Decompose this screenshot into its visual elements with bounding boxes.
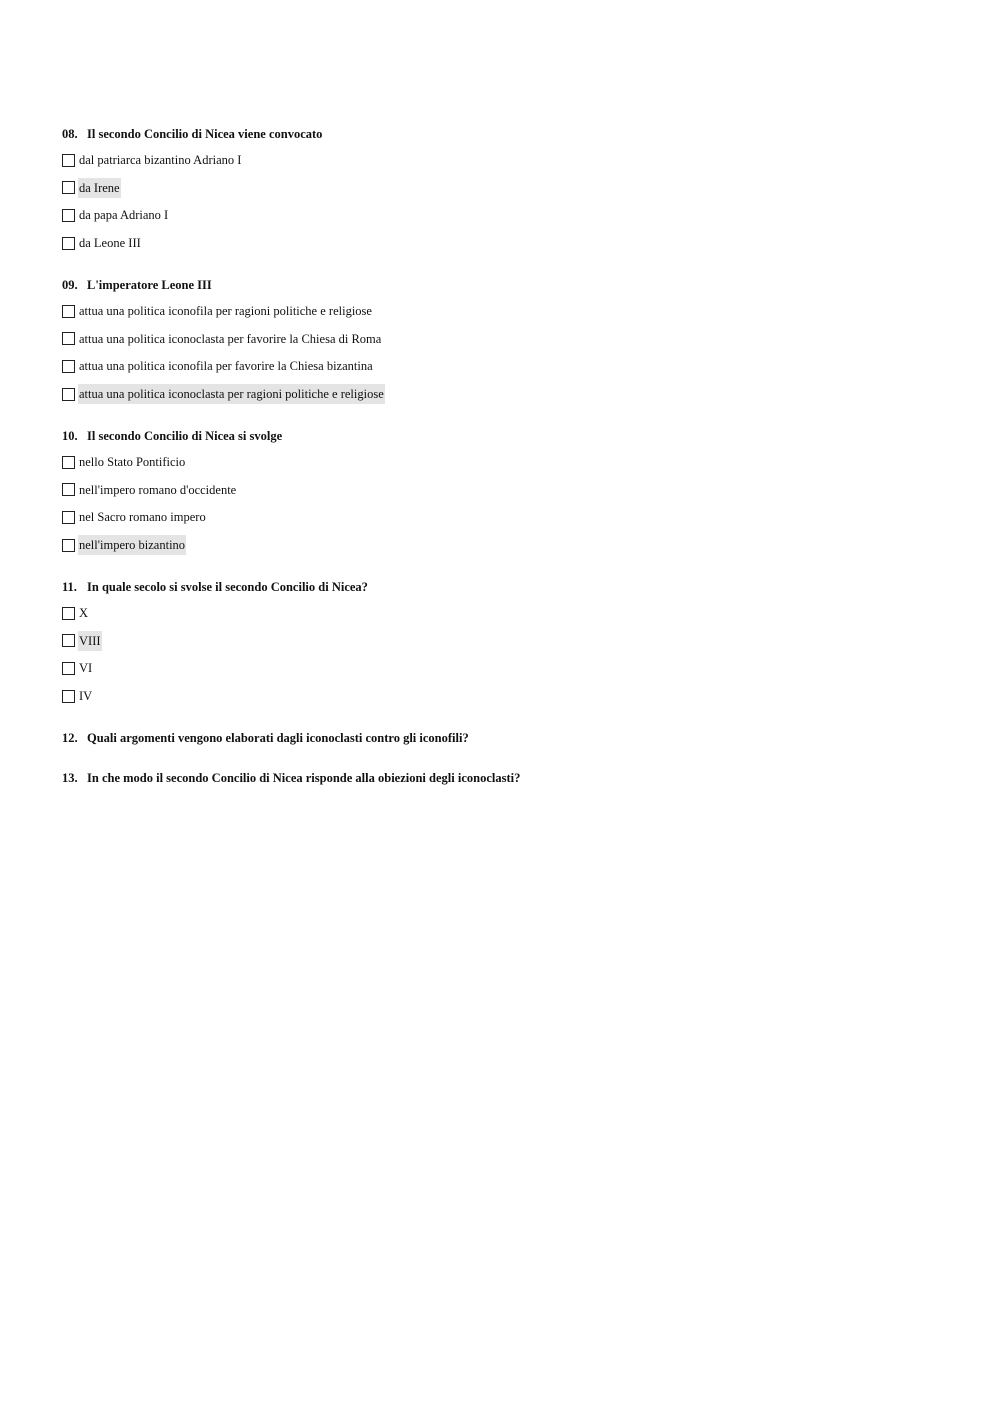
option-label: attua una politica iconofila per favorire la Chiesa bizantina — [79, 359, 373, 374]
option-label: attua una politica iconoclasta per favorire la Chiesa di Roma — [79, 331, 382, 346]
option-label: VIII — [78, 631, 102, 651]
checkbox[interactable] — [62, 181, 75, 194]
question-12 — [62, 728, 469, 748]
option-item[interactable] — [62, 686, 368, 706]
option-label: dal patriarca bizantino Adriano I — [79, 153, 242, 167]
checkbox[interactable] — [62, 237, 75, 250]
option-item[interactable] — [62, 150, 322, 170]
checkbox[interactable] — [62, 511, 75, 524]
checkbox[interactable] — [62, 634, 75, 647]
options-list — [62, 452, 282, 555]
option-label: IV — [79, 689, 93, 704]
option-item[interactable] — [62, 480, 282, 500]
option-item[interactable] — [62, 301, 385, 321]
question-title — [62, 124, 322, 144]
option-item[interactable] — [62, 603, 368, 623]
question-text: In quale secolo si svolse il secondo Concilio di Nicea? — [87, 580, 368, 594]
option-label: attua una politica iconofila per ragioni politiche e religiose — [79, 304, 372, 318]
question-08 — [62, 124, 322, 261]
question-title — [62, 577, 368, 597]
option-item[interactable] — [62, 233, 322, 253]
question-title — [62, 768, 520, 788]
checkbox[interactable] — [62, 388, 75, 401]
options-list — [62, 603, 368, 706]
question-text: L'imperatore Leone III — [87, 278, 212, 292]
question-title — [62, 728, 469, 748]
option-label: VI — [79, 661, 93, 676]
question-number: 08. — [62, 127, 78, 141]
option-item[interactable] — [62, 356, 385, 376]
option-label: attua una politica iconoclasta per ragioni politiche e religiose — [78, 384, 385, 404]
option-label: X — [79, 606, 89, 620]
option-item-highlighted[interactable] — [62, 178, 322, 198]
question-text: In che modo il secondo Concilio di Nicea risponde alla obiezioni degli iconoclasti? — [87, 771, 521, 785]
option-label: nel Sacro romano impero — [79, 510, 206, 525]
option-item[interactable] — [62, 329, 385, 349]
question-text: Quali argomenti vengono elaborati dagli iconoclasti contro gli iconofili? — [87, 731, 469, 745]
option-item[interactable] — [62, 658, 368, 678]
options-list — [62, 150, 322, 253]
checkbox[interactable] — [62, 662, 75, 675]
option-label: nell'impero romano d'occidente — [79, 482, 237, 497]
question-title — [62, 426, 282, 446]
option-item-highlighted[interactable] — [62, 384, 385, 404]
options-list — [62, 301, 385, 404]
question-number: 09. — [62, 278, 78, 292]
checkbox[interactable] — [62, 690, 75, 703]
question-title — [62, 275, 385, 295]
checkbox[interactable] — [62, 305, 75, 318]
question-text: Il secondo Concilio di Nicea si svolge — [87, 429, 283, 443]
question-number: 13. — [62, 771, 78, 785]
option-label: nell'impero bizantino — [78, 535, 186, 555]
question-13 — [62, 768, 520, 788]
checkbox[interactable] — [62, 456, 75, 469]
option-label: da Irene — [78, 178, 121, 198]
option-label: da papa Adriano I — [79, 208, 169, 223]
option-item[interactable] — [62, 507, 282, 527]
checkbox[interactable] — [62, 332, 75, 345]
question-10 — [62, 426, 282, 563]
option-item-highlighted[interactable] — [62, 631, 368, 651]
question-number: 10. — [62, 429, 78, 443]
question-text: Il secondo Concilio di Nicea viene convocato — [87, 127, 323, 141]
checkbox[interactable] — [62, 360, 75, 373]
checkbox[interactable] — [62, 209, 75, 222]
option-label: da Leone III — [79, 236, 141, 251]
option-item-highlighted[interactable] — [62, 535, 282, 555]
option-label: nello Stato Pontificio — [79, 455, 186, 469]
checkbox[interactable] — [62, 539, 75, 552]
option-item[interactable] — [62, 205, 322, 225]
option-item[interactable] — [62, 452, 282, 472]
question-09 — [62, 275, 385, 412]
checkbox[interactable] — [62, 607, 75, 620]
question-number: 12. — [62, 731, 78, 745]
question-11 — [62, 577, 368, 714]
checkbox[interactable] — [62, 154, 75, 167]
checkbox[interactable] — [62, 483, 75, 496]
question-number: 11. — [62, 580, 77, 594]
